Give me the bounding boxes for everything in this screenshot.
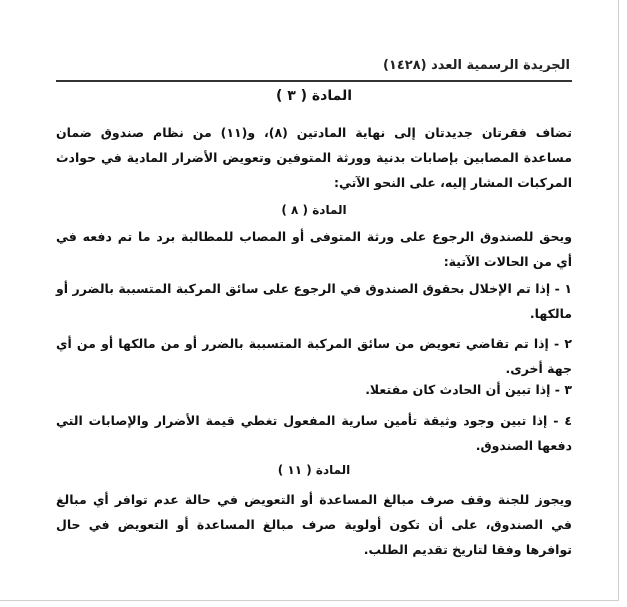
article-11-text: ويجوز للجنة وقف صرف مبالغ المساعدة أو التعويض في حالة عدم توافر أي مبالغ في الصندوق، على أن تكون أولوية صرف مبالغ المساعدة أو التعويض في حال توافرها وفقا لتاريخ تقديم الطلب. — [56, 492, 572, 557]
article-8-item-2: ٢ - إذا تم تقاضي تعويض من سائق المركبة المتسببة بالضرر أو من مالكها أو من أي جهة أخرى. — [56, 336, 572, 376]
article-8-text: ويحق للصندوق الرجوع على ورثة المتوفى أو المصاب للمطالبة برد ما تم دفعه في أي من الحالات الآتية: — [56, 229, 572, 269]
article-8-item-1: ١ - إذا تم الإخلال بحقوق الصندوق في الرجوع على سائق المركبة المتسببة بالضرر أو مالكها. — [56, 281, 572, 321]
header-rule — [56, 80, 572, 82]
article-11-title: المادة ( ١١ ) — [277, 463, 351, 477]
article-8-title: المادة ( ٨ ) — [281, 203, 347, 217]
article-8-item-4: ٤ - إذا تبين وجود وثيقة تأمين سارية المفعول تغطي قيمة الأضرار والإصابات التي دفعها الصندوق. — [56, 413, 572, 453]
article-3-text: تضاف فقرتان جديدتان إلى نهاية المادتين (٨)، و(١١) من نظام صندوق ضمان مساعدة المصابين بإصابات بدنية وورثة المتوفين وتعويض الأضرار المادية في حوادث المركبات المشار إليه، على النحو الآتي: — [56, 125, 572, 190]
running-header: الجريدة الرسمية العدد (١٤٢٨) — [382, 58, 570, 73]
article-3-title: المادة ( ٣ ) — [275, 88, 353, 104]
article-8-item-3: ٣ - إذا تبين أن الحادث كان مفتعلا. — [365, 382, 572, 397]
